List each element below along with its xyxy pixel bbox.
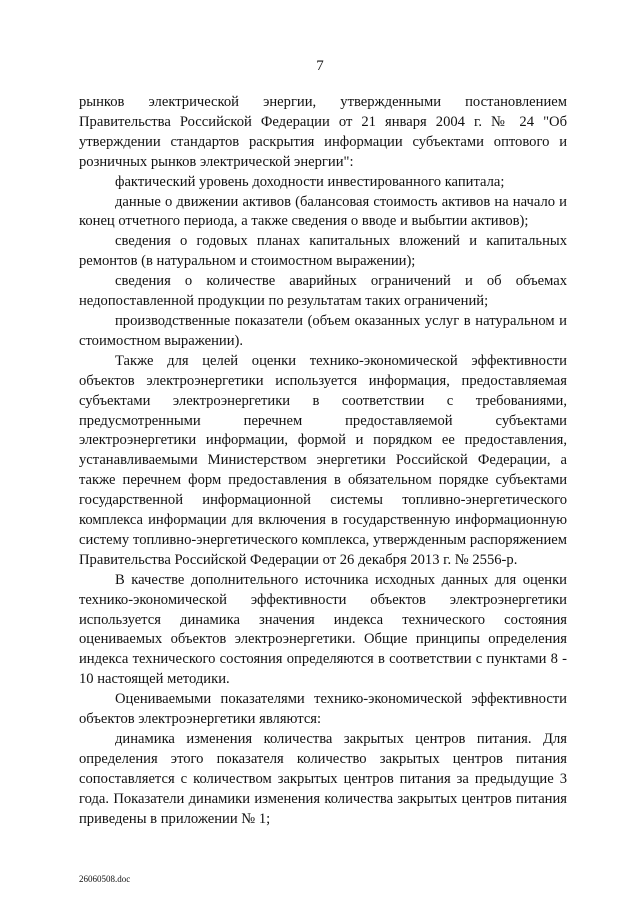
list-item-closed-power-centers: динамика изменения количества закрытых центров питания. Для определения этого показателя количество закрытых центров питания сопоставляется с количеством закрытых центров питания за предыдущие 3 года. Показатели динамики изменения количества закрытых центров питания приведены в приложении № 1; bbox=[79, 731, 567, 827]
list-item-production-indicators: производственные показатели (объем оказанных услуг в натуральном и стоимостном выражении). bbox=[79, 312, 567, 349]
page-number: 7 bbox=[316, 58, 324, 74]
paragraph-additional-information: Также для целей оценки технико-экономической эффективности объектов электроэнергетики используется информация, предоставляемая субъектами электроэнергетики в соответствии с требованиями, предусмотренными перечнем предоставляемой субъектами электроэнергетики информации, формой и порядком ее предоставления, устанавливаемыми Министерством энергетики Российской Федерации, а также перечнем форм предоставления в обязательном порядке субъектами государственной информационной системы топливно-энергетического комплекса информации для включения в государственную информационную систему топливно-энергетического комплекса, утвержденным распоряжением Правительства Российской Федерации от 26 декабря 2013 г. № 2556-р. bbox=[79, 352, 567, 568]
list-item-assets-movement: данные о движении активов (балансовая стоимость активов на начало и конец отчетного периода, а также сведения о вводе и выбытии активов); bbox=[79, 193, 567, 230]
list-item-profitability: фактический уровень доходности инвестированного капитала; bbox=[115, 173, 505, 190]
paragraph-evaluated-indicators: Оцениваемыми показателями технико-экономической эффективности объектов электроэнергетики являются: bbox=[79, 691, 567, 728]
list-item-capital-plans: сведения о годовых планах капитальных вложений и капитальных ремонтов (в натуральном и стоимостном выражении); bbox=[79, 233, 567, 270]
list-item-emergency-restrictions: сведения о количестве аварийных ограничений и об объемах недопоставленной продукции по результатам таких ограничений; bbox=[79, 273, 567, 310]
paragraph-continuation: рынков электрической энергии, утвержденными постановлением Правительства Российской Федерации от 21 января 2004 г. № 24 "Об утверждении стандартов раскрытия информации субъектами оптового и розничных рынков электрической энергии": bbox=[79, 94, 567, 170]
document-body bbox=[79, 93, 567, 830]
paragraph-technical-state-index: В качестве дополнительного источника исходных данных для оценки технико-экономической эффективности объектов электроэнергетики используется динамика значения индекса технического состояния оцениваемых объектов электроэнергетики. Общие принципы определения индекса технического состояния определяются в соответствии с пунктами 8 - 10 настоящей методики. bbox=[79, 571, 567, 688]
document-file-code: 26060508.doc bbox=[79, 874, 131, 884]
